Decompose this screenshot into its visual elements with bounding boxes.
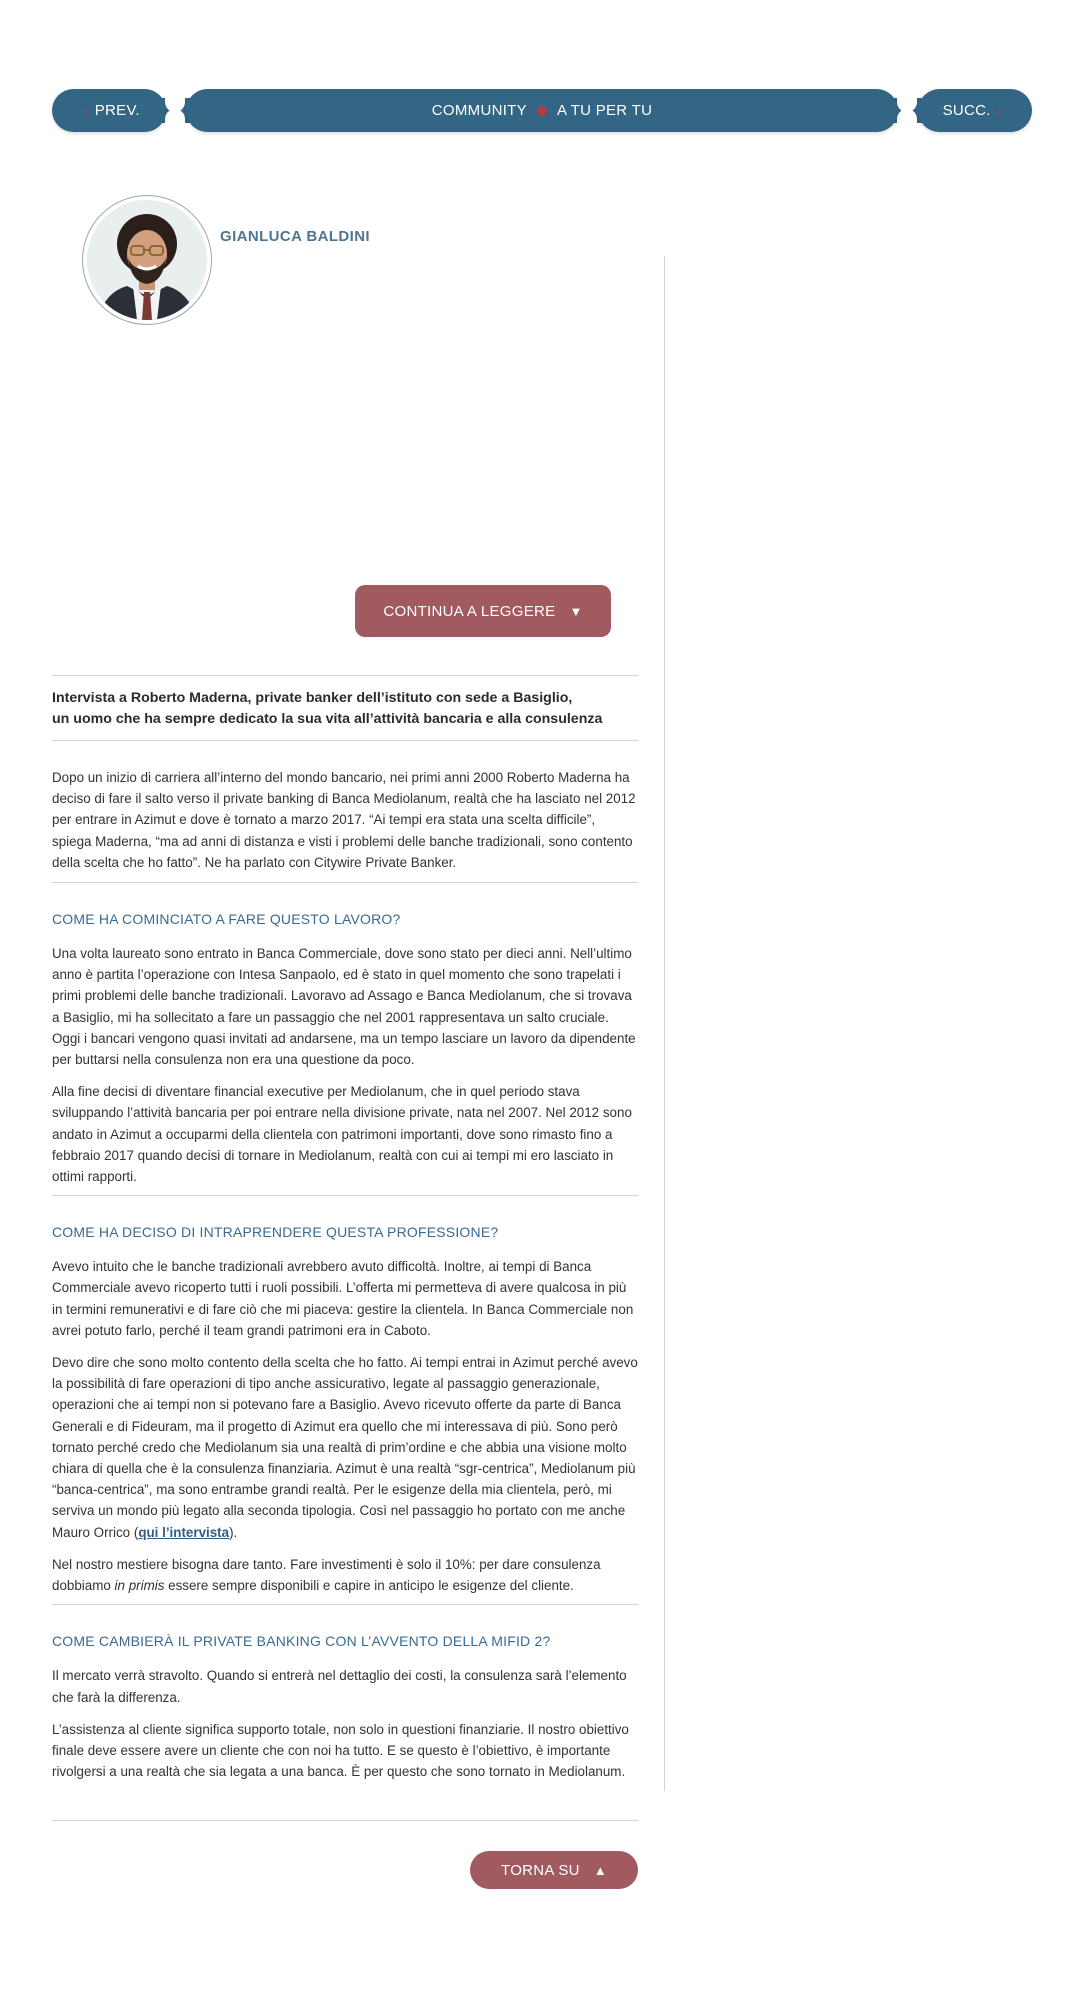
column-divider [664,256,665,1791]
lead-paragraph: Dopo un inizio di carriera all’interno del mondo bancario, nei primi anni 2000 Roberto Maderna ha deciso di fare il salto verso il private banking di Banca Mediolanum, realtà che ha lasciato nel 2012 per entrare in Azimut e dove è tornato a marzo 2017. “Ai tempi era stata una scelta difficile”, spiega Maderna, “ma ad anni di distanza e visti i problemi delle banche tradizionali, sono contento della scelta che ho fatto”. Ne ha parlato con Citywire Private Banker. [52,770,636,870]
question-heading: COME HA DECISO DI INTRAPRENDERE QUESTA PROFESSIONE? [52,1224,499,1241]
qa-section-1 [52,883,638,1195]
question-heading: COME HA COMINCIATO A FARE QUESTO LAVORO? [52,911,401,928]
answer-paragraph: Avevo intuito che le banche tradizionali avrebbero avuto difficoltà. Inoltre, ai tempi di Banca Commerciale avevo ricoperto tutti i ruoli possibili. L’offerta mi permetteva di avere qualcosa in più in termini remunerativi e di fare ciò che mi piaceva: gestire la clientela. In Banca Commerciale non avrei potuto farlo, perché il team grandi patrimoni era in Caboto. [52,1259,634,1338]
triangle-down-icon: ▼ [569,603,583,619]
back-to-top-button[interactable] [470,1851,638,1889]
chevron-left-icon: ‹ [84,103,89,118]
next-label: SUCC. [942,102,991,119]
next-button[interactable] [918,89,1032,132]
answer-paragraph [52,1554,638,1596]
answer-text: Devo dire che sono molto contento della scelta che ho fatto. Ai tempi entrai in Azimut perché avevo la possibilità di fare operazioni di tipo anche assicurativo, legate al passaggio generazionale, operazioni che ai tempi non si potevano fare a Basiglio. Avevo ricevuto offerte da parte di Banca Generali e di Fideuram, ma il progetto di Azimut era quello che mi interessava di più. Sono però tornato perché credo che Mediolanum sia una realtà di prim’ordine e che abbia una visione molto chiara di quella che è la consulenza finanziaria. Azimut è una realtà “sgr-centrica”, Mediolanum più “banca-centrica”, ma sono entrambe grandi realtà. Per le esigenze della mia clientela, però, mi serviva un mondo più legato alla seconda tipologia. Così nel passaggio ho portato con me anche Mauro Orrico ( [52,1355,638,1540]
section-breadcrumb [186,89,898,132]
intro-line: un uomo che ha sempre dedicato la sua vita all’attività bancaria e alla consulenza [52,711,603,727]
prev-button[interactable] [52,89,166,132]
question-heading: COME CAMBIERÀ IL PRIVATE BANKING CON L’AVVENTO DELLA MIFID 2? [52,1633,551,1650]
triangle-up-icon: ▲ [593,1862,607,1878]
article-body [52,675,638,1790]
chevron-right-icon: › [996,103,1002,118]
answer-paragraph: Una volta laureato sono entrato in Banca Commerciale, dove sono stato per dieci anni. Nell’ultimo anno è partita l’operazione con Intesa Sanpaolo, ed è stato in quel momento che sono trapelati i primi problemi delle banche tradizionali. Lavoravo ad Assago e Banca Mediolanum, che si trovava a Basiglio, mi ha sollecitato a fare un passaggio che nel 2001 rappresentava un salto cruciale. Oggi i bancari vengono quasi invitati ad andarsene, ma un tempo lasciare un lavoro da dipendente per buttarsi nella consulenza non era una questione da poco. [52,946,636,1068]
answer-paragraph: L’assistenza al cliente significa supporto totale, non solo in questioni finanziarie. Il nostro obiettivo finale deve essere avere un cliente che con noi ha tutto. E se questo è l’obiettivo, è importante rivolgersi a una realtà che sia legata a una banca. È per questo che sono tornato in Mediolanum. [52,1721,629,1780]
interview-link[interactable]: qui l’intervista [138,1524,230,1540]
divider [52,1820,638,1821]
article-intro [52,676,638,740]
answer-paragraph [52,1352,638,1543]
answer-text: essere sempre disponibili e capire in anticipo le esigenze del cliente. [164,1578,574,1594]
separator-dot-icon [537,106,547,116]
qa-section-3 [52,1605,638,1790]
answer-paragraph: Alla fine decisi di diventare financial executive per Mediolanum, che in quel periodo stava sviluppando l’attività bancaria per poi entrare nella divisione private, nata nel 2007. Nel 2012 sono andato in Azimut a occuparmi della clientela con patrimoni importanti, dove sono rimasto fino a febbraio 2017 quando decisi di tornare in Mediolanum, realtà con cui ai tempi mi ero lasciato in ottimi rapporti. [52,1084,632,1185]
continue-reading-label: CONTINUA A LEGGERE [383,602,556,620]
back-to-top-label: TORNA SU [501,1861,580,1879]
answer-text: ). [229,1524,238,1540]
answer-text: Nel nostro mestiere bisogna dare tanto. Fare investimenti è solo il 10%: per dare consulenza dobbiamo [52,1556,601,1594]
breadcrumb-section[interactable]: COMMUNITY [431,102,527,119]
breadcrumb-subsection[interactable]: A TU PER TU [556,102,653,119]
prev-label: PREV. [94,102,140,119]
answer-italic: in primis [114,1578,165,1594]
lead-section [52,741,638,882]
answer-paragraph: Il mercato verrà stravolto. Quando si entrerà nel dettaglio dei costi, la consulenza sarà l’elemento che farà la differenza. [52,1668,627,1705]
author-name[interactable]: GIANLUCA BALDINI [220,228,370,245]
author-portrait-icon [87,200,207,320]
continue-reading-button[interactable] [355,585,611,637]
qa-section-2 [52,1196,638,1604]
author-avatar [82,195,212,325]
article-navigation [52,89,1032,132]
intro-line: Intervista a Roberto Maderna, private banker dell’istituto con sede a Basiglio, [52,690,573,706]
